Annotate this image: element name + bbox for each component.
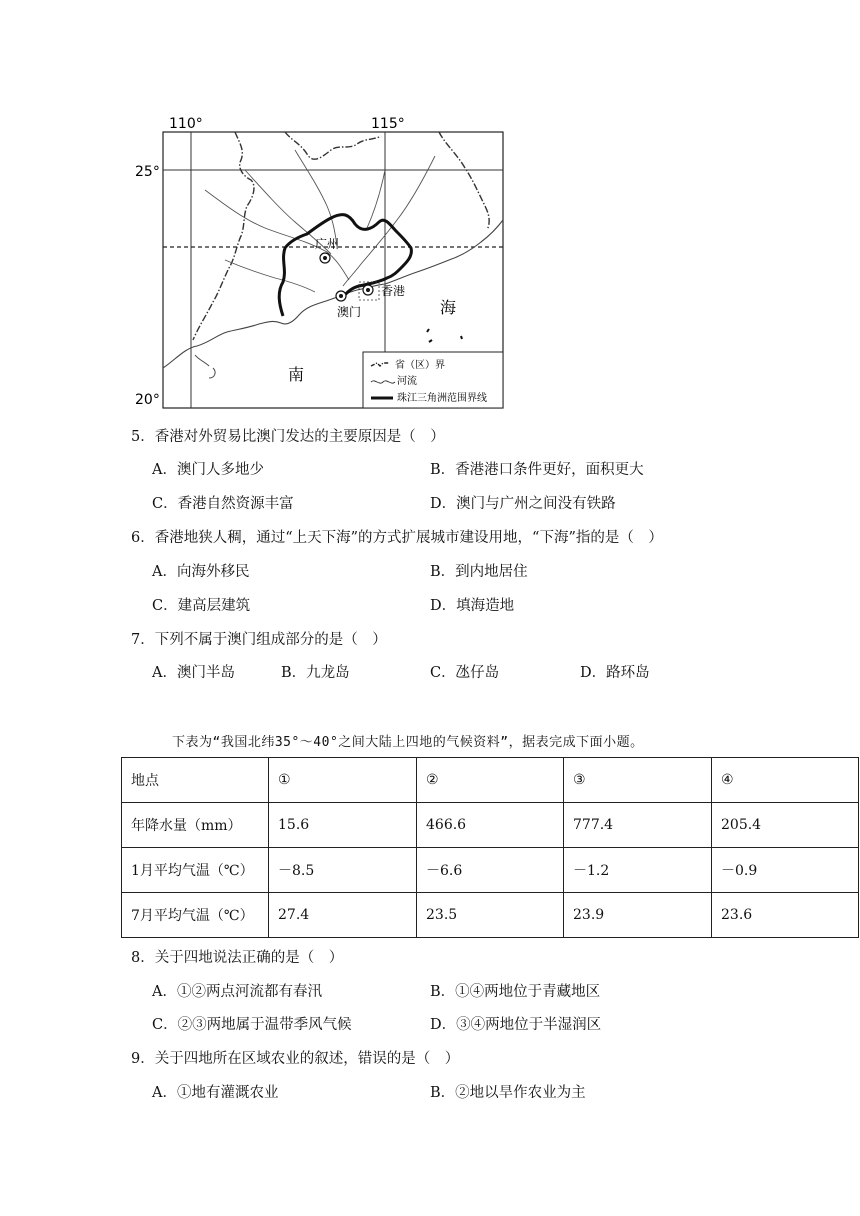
climate-table [121,757,859,938]
legend-boundary-label: 省（区）界 [395,360,445,371]
islands [427,329,462,342]
table-cell: 1月平均气温（℃） [122,848,269,893]
table-cell: －1.2 [564,848,712,893]
table-intro: 下表为“我国北纬35°～40°之间大陆上四地的气候资料”，据表完成下面小题。 [172,735,644,750]
rivers [205,150,435,292]
table-header-cell: ② [417,758,564,803]
question-5-option-b[interactable]: B．香港港口条件更好，面积更大 [430,462,644,478]
coast-detail [195,355,215,378]
table-cell: 27.4 [269,893,417,938]
question-6-option-c[interactable]: C．建高层建筑 [152,598,251,614]
table-cell: －6.6 [417,848,564,893]
question-8-option-c[interactable]: C．②③两地属于温带季风气候 [152,1017,352,1033]
delta-boundary [279,215,411,316]
question-7-stem: 7．下列不属于澳门组成部分的是（ ） [131,632,387,648]
question-9-option-b[interactable]: B．②地以旱作农业为主 [430,1085,586,1101]
table-header-cell: ④ [712,758,859,803]
lon-label-115: 115° [371,116,405,132]
macau-marker [336,291,346,301]
hongkong-marker [363,285,373,295]
question-5-option-d[interactable]: D．澳门与广州之间没有铁路 [430,496,616,512]
question-8-option-b[interactable]: B．①④两地位于青藏地区 [430,984,601,1000]
question-7-option-a[interactable]: A．澳门半岛 [152,665,235,681]
map-legend [363,352,503,408]
table-cell: 23.6 [712,893,859,938]
question-5-option-c[interactable]: C．香港自然资源丰富 [152,496,294,512]
question-8-option-d[interactable]: D．③④两地位于半湿润区 [430,1017,602,1033]
question-9-option-a[interactable]: A．①地有灌溉农业 [152,1085,279,1101]
table-cell: 23.5 [417,893,564,938]
table-cell: －8.5 [269,848,417,893]
question-6-option-d[interactable]: D．填海造地 [430,598,515,614]
table-header-cell: 地点 [122,758,269,803]
table-cell: 23.9 [564,893,712,938]
sea-label-sea: 海 [440,298,457,317]
lat-label-20: 20° [135,392,160,408]
question-6-option-b[interactable]: B．到内地居住 [430,564,528,580]
table-cell: 7月平均气温（℃） [122,893,269,938]
table-header-cell: ① [269,758,417,803]
question-5-stem: 5．香港对外贸易比澳门发达的主要原因是（ ） [131,429,445,445]
table-cell: －0.9 [712,848,859,893]
guangzhou-label: 广州 [315,237,340,251]
table-cell: 777.4 [564,803,712,848]
question-6-stem: 6．香港地狭人稠，通过“上天下海”的方式扩展城市建设用地，“下海”指的是（ ） [131,530,663,546]
guangzhou-marker [320,253,330,263]
question-6-option-a[interactable]: A．向海外移民 [152,564,250,580]
question-5-option-a[interactable]: A．澳门人多地少 [152,462,264,478]
table-header-cell: ③ [564,758,712,803]
question-8-option-a[interactable]: A．①②两点河流都有春汛 [152,984,322,1000]
table-row [122,803,859,848]
hongkong-label: 香港 [381,284,406,298]
table-cell: 466.6 [417,803,564,848]
lon-label-110: 110° [169,116,203,132]
question-8-stem: 8．关于四地说法正确的是（ ） [131,950,344,966]
table-cell: 205.4 [712,803,859,848]
lat-label-25: 25° [135,164,160,180]
table-header-row [122,758,859,803]
pearl-river-delta-map [135,110,507,412]
question-7-option-c[interactable]: C．氹仔岛 [430,665,500,681]
table-cell: 15.6 [269,803,417,848]
legend-delta-label: 珠江三角洲范围界线 [397,393,487,404]
sea-label-south: 南 [288,365,305,384]
table-row [122,893,859,938]
question-9-stem: 9．关于四地所在区域农业的叙述，错误的是（ ） [131,1051,460,1067]
table-cell: 年降水量（mm） [122,803,269,848]
legend-river-label: 河流 [397,376,417,387]
question-7-option-d[interactable]: D．路环岛 [580,665,650,681]
question-7-option-b[interactable]: B．九龙岛 [281,665,350,681]
macau-label: 澳门 [337,305,362,319]
table-row [122,848,859,893]
